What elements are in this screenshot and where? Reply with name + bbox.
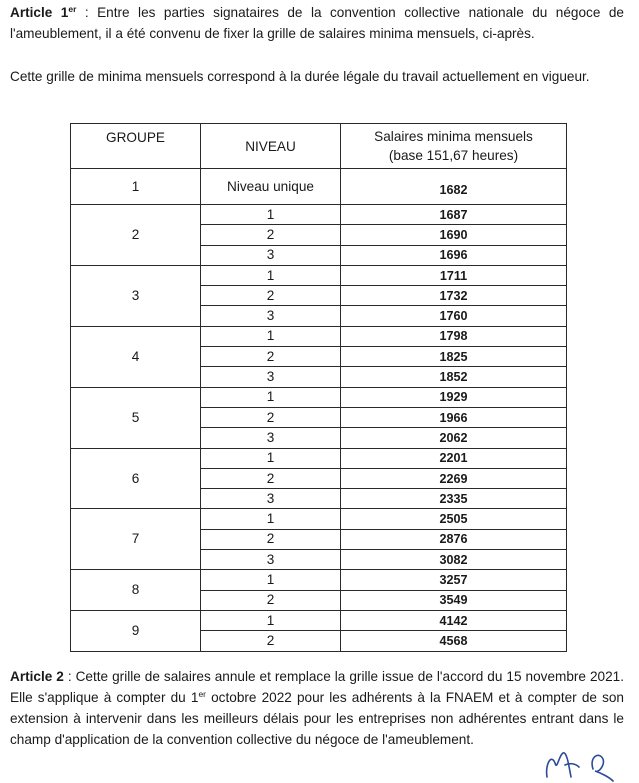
salaire-cell: 3257 — [341, 570, 567, 590]
groupe-cell: 3 — [71, 265, 201, 326]
article-1-paragraph — [10, 2, 624, 44]
salaire-cell: 1696 — [341, 245, 567, 265]
niveau-cell: 2 — [201, 407, 341, 427]
salaire-cell: 2505 — [341, 509, 567, 529]
salaire-cell: 1690 — [341, 225, 567, 245]
salaire-cell: 1732 — [341, 286, 567, 306]
niveau-cell: 1 — [201, 387, 341, 407]
groupe-cell: 8 — [71, 570, 201, 611]
groupe-cell: 5 — [71, 387, 201, 448]
salaire-cell: 1798 — [341, 326, 567, 346]
article-2-text-after: octobre 2022 pour les adhérents à la FNAEM et à compter de son extension à intervenir dans les meilleurs délais pour les entreprises non adhérentes entrant dans le champ d'application de la convention collective du négoce de l'ameublement. — [10, 690, 624, 747]
niveau-cell: 2 — [201, 590, 341, 610]
table-row — [71, 326, 567, 346]
niveau-cell: 1 — [201, 265, 341, 285]
niveau-cell: 3 — [201, 367, 341, 387]
groupe-cell: 2 — [71, 205, 201, 266]
article-2-paragraph — [10, 666, 624, 750]
niveau-cell: 1 — [201, 570, 341, 590]
article-1-sup: er — [68, 4, 77, 14]
niveau-cell: 3 — [201, 489, 341, 509]
header-niveau: NIVEAU — [201, 124, 341, 169]
salaire-cell: 4568 — [341, 631, 567, 651]
niveau-cell: 1 — [201, 448, 341, 468]
table-row — [71, 265, 567, 285]
salaire-cell: 1682 — [341, 169, 567, 205]
article-2-text-before: : Cette grille de salaires annule et remplace la grille issue de l'accord du 15 novembre 2021. Elle s'applique à compter du 1 — [10, 669, 624, 705]
niveau-cell: 3 — [201, 306, 341, 326]
article-1-text: : Entre les parties signataires de la convention collective nationale du négoce de l'ameublement, il a été convenu de fixer la grille de salaires minima mensuels, ci-après. — [10, 5, 624, 41]
salaire-cell: 3549 — [341, 590, 567, 610]
salaire-cell: 2062 — [341, 428, 567, 448]
table-row — [71, 448, 567, 468]
salaire-cell: 2201 — [341, 448, 567, 468]
groupe-cell: 7 — [71, 509, 201, 570]
salaire-cell: 3082 — [341, 550, 567, 570]
niveau-cell: 1 — [201, 610, 341, 630]
niveau-cell: 2 — [201, 468, 341, 488]
niveau-cell: 1 — [201, 326, 341, 346]
groupe-cell: 1 — [71, 169, 201, 205]
article-1-label: Article 1er — [10, 4, 77, 20]
niveau-cell: 1 — [201, 509, 341, 529]
article-2-sup: er — [198, 689, 206, 699]
header-salaire — [341, 124, 567, 169]
salaire-cell: 2335 — [341, 489, 567, 509]
article-2-label: Article 2 — [10, 669, 64, 684]
groupe-cell: 4 — [71, 326, 201, 387]
niveau-cell: 1 — [201, 205, 341, 225]
salaire-cell: 1929 — [341, 387, 567, 407]
niveau-cell: 3 — [201, 550, 341, 570]
salaire-cell: 4142 — [341, 610, 567, 630]
table-row — [71, 610, 567, 630]
table-row — [71, 570, 567, 590]
salaire-cell: 1711 — [341, 265, 567, 285]
table-row — [71, 169, 567, 205]
salaire-cell: 1760 — [341, 306, 567, 326]
header-groupe: GROUPE — [71, 124, 201, 169]
salaire-cell: 1825 — [341, 347, 567, 367]
header-salaire-line1: Salaires minima mensuels — [374, 129, 533, 144]
niveau-cell: 2 — [201, 631, 341, 651]
table-body — [71, 169, 567, 652]
table-row — [71, 387, 567, 407]
salaire-cell: 2269 — [341, 468, 567, 488]
groupe-cell: 9 — [71, 610, 201, 651]
salaire-cell: 1966 — [341, 407, 567, 427]
salaire-cell: 2876 — [341, 529, 567, 549]
niveau-cell: 2 — [201, 225, 341, 245]
niveau-cell: Niveau unique — [201, 169, 341, 205]
salaire-cell: 1687 — [341, 205, 567, 225]
groupe-cell: 6 — [71, 448, 201, 509]
intro-paragraph: Cette grille de minima mensuels correspond à la durée légale du travail actuellement en vigueur. — [10, 69, 590, 84]
table-header-row — [71, 124, 567, 169]
salaire-cell: 1852 — [341, 367, 567, 387]
niveau-cell: 3 — [201, 245, 341, 265]
table-row — [71, 205, 567, 225]
niveau-cell: 3 — [201, 428, 341, 448]
niveau-cell: 2 — [201, 286, 341, 306]
niveau-cell: 2 — [201, 529, 341, 549]
signature-initials — [539, 743, 639, 783]
niveau-cell: 2 — [201, 347, 341, 367]
table-row — [71, 509, 567, 529]
salary-grid-table — [70, 123, 567, 652]
header-salaire-line2: (base 151,67 heures) — [388, 148, 519, 163]
